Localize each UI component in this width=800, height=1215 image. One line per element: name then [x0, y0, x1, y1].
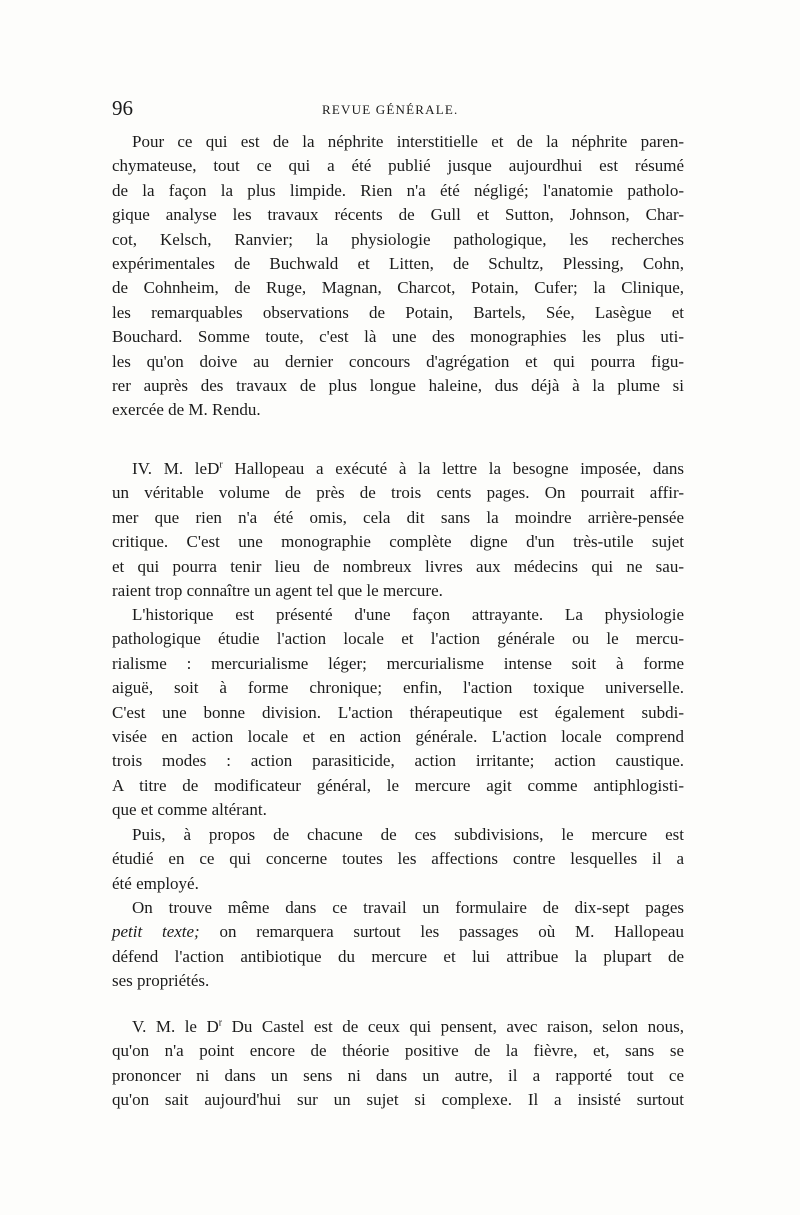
- text-line: visée en action locale et en action générale. L'action locale comprend: [112, 726, 684, 746]
- paragraph-nephrite: [112, 130, 684, 423]
- text-line: critique. C'est une monographie complète digne d'un très-utile sujet: [112, 532, 684, 552]
- text-line: exercée de M. Rendu.: [112, 400, 261, 420]
- text-line: été employé.: [112, 873, 199, 893]
- text-line: un véritable volume de près de trois cents pages. On pourrait affir-: [112, 483, 684, 503]
- text-line: On trouve même dans ce travail un formulaire de dix-sept pages: [132, 898, 684, 917]
- paragraph-formulaire: [112, 896, 684, 994]
- text-line: qu'on n'a point encore de théorie positive de la fièvre, et, sans se: [112, 1041, 684, 1061]
- text-line: mer que rien n'a été omis, cela dit sans la moindre arrière-pensée: [112, 507, 684, 527]
- text-line: cot, Kelsch, Ranvier; la physiologie pathologique, les recherches: [112, 229, 684, 249]
- text-line: les remarquables observations de Potain, Bartels, Sée, Lasègue et: [112, 302, 684, 322]
- text-line: petit texte; on remarquera surtout les passages où M. Hallopeau: [112, 922, 684, 942]
- text-line: raient trop connaître un agent tel que le mercure.: [112, 580, 443, 600]
- paragraph-hallopeau: [112, 457, 684, 603]
- paragraph-subdivisions: [112, 823, 684, 896]
- text-line: ses propriétés.: [112, 971, 210, 991]
- paragraph-historique: [112, 603, 684, 823]
- text-line: Pour ce qui est de la néphrite interstitielle et de la néphrite paren-: [132, 132, 684, 151]
- paragraph-du-castel: [112, 1015, 684, 1113]
- text-line: défend l'action antibiotique du mercure et lui attribue la plupart de: [112, 946, 684, 966]
- text-line: Puis, à propos de chacune de ces subdivisions, le mercure est: [132, 825, 684, 844]
- text-line: V. M. le $D^r$ Du Castel est de ceux qui pensent, avec raison, selon nous,: [132, 1017, 685, 1036]
- text-line: A titre de modificateur général, le mercure agit comme antiphlogisti-: [112, 775, 684, 795]
- page-header: [112, 96, 682, 124]
- text-line: aiguë, soit à forme chronique; enfin, l'action toxique universelle.: [112, 678, 684, 698]
- text-line: pathologique étudie l'action locale et l'action générale ou le mercu-: [112, 629, 684, 649]
- text-line: chymateuse, tout ce qui a été publié jusque aujourdhui est résumé: [112, 156, 684, 176]
- text-line: rialisme : mercurialisme léger; mercurialisme intense soit à forme: [112, 653, 684, 673]
- text-line: IV. M. leD$^r$ Hallopeau a exécuté à la lettre la besogne imposée, dans: [132, 459, 684, 478]
- text-line: rer auprès des travaux de plus longue haleine, dus déjà à la plume si: [112, 375, 684, 395]
- text-line: L'historique est présenté d'une façon attrayante. La physiologie: [132, 605, 684, 624]
- text-line: expérimentales de Buchwald et Litten, de Schultz, Plessing, Cohn,: [112, 253, 684, 273]
- page-number: 96: [112, 96, 133, 120]
- text-line: C'est une bonne division. L'action thérapeutique est également subdi-: [112, 702, 684, 722]
- text-line: et qui pourra tenir lieu de nombreux livres aux médecins qui ne sau-: [112, 556, 684, 576]
- text-line: trois modes : action parasiticide, action irritante; action caustique.: [112, 751, 684, 771]
- text-line: de Cohnheim, de Ruge, Magnan, Charcot, Potain, Cufer; la Clinique,: [112, 278, 684, 298]
- text-line: les qu'on doive au dernier concours d'agrégation et qui pourra figu-: [112, 351, 684, 371]
- text-line: que et comme altérant.: [112, 800, 267, 820]
- running-title: REVUE GÉNÉRALE.: [322, 102, 459, 117]
- text-line: étudié en ce qui concerne toutes les affections contre lesquelles il a: [112, 849, 684, 869]
- text-line: Bouchard. Somme toute, c'est là une des monographies les plus uti-: [112, 327, 684, 347]
- text-line: prononcer ni dans un sens ni dans un autre, il a rapporté tout ce: [112, 1065, 684, 1085]
- text-line: qu'on sait aujourd'hui sur un sujet si complexe. Il a insisté surtout: [112, 1090, 684, 1110]
- text-line: gique analyse les travaux récents de Gull et Sutton, Johnson, Char-: [112, 205, 684, 225]
- text-line: de la façon la plus limpide. Rien n'a été négligé; l'anatomie patholo-: [112, 180, 684, 200]
